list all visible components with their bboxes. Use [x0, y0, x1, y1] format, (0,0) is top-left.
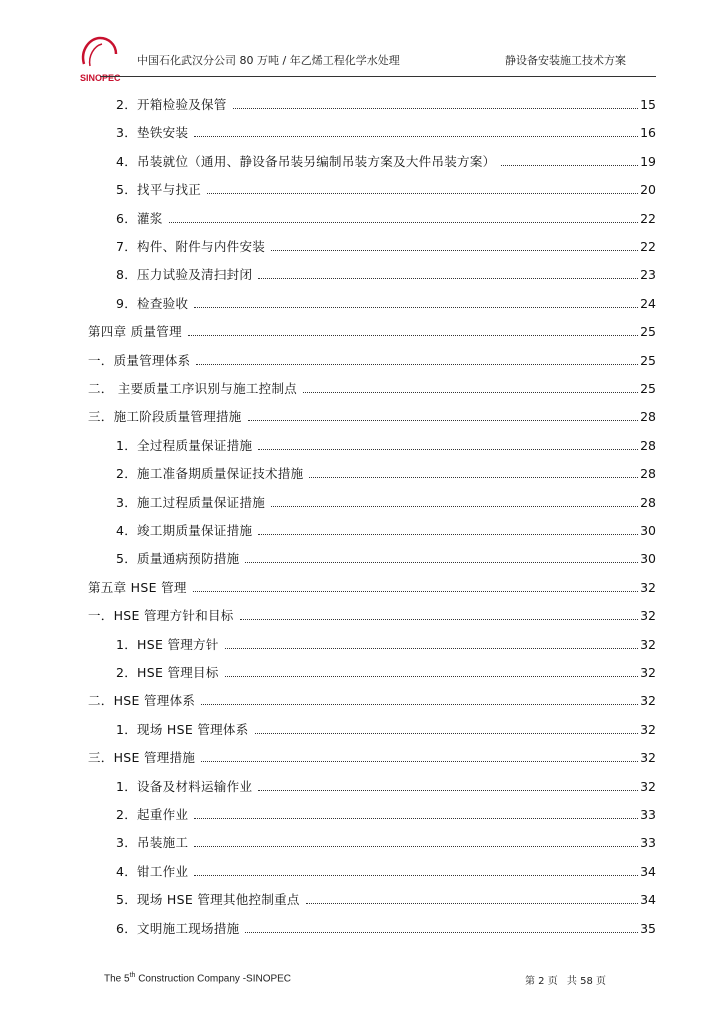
toc-entry-page: 23: [640, 267, 656, 283]
toc-dot-leader: [194, 875, 638, 876]
toc-entry: [116, 461, 656, 481]
toc-entry: [88, 745, 656, 765]
header-document-title: 静设备安装施工技术方案: [505, 54, 626, 67]
toc-entry-title: 5．找平与找正: [116, 182, 202, 198]
toc-dot-leader: [196, 364, 638, 365]
toc-entry-page: 34: [640, 892, 656, 908]
header-rule: [100, 76, 656, 77]
toc-entry-page: 32: [640, 693, 656, 709]
toc-entry-page: 32: [640, 778, 656, 794]
toc-entry-title: 二． 主要质量工序识别与施工控制点: [88, 381, 298, 396]
toc-entry-title: 9．检查验收: [116, 295, 189, 311]
toc-dot-leader: [255, 733, 639, 734]
footer-company: The 5th Construction Company -SINOPEC: [104, 972, 292, 985]
page-header: [0, 0, 725, 83]
toc-entry-page: 22: [640, 239, 656, 254]
toc-entry-title: 第五章 HSE 管理: [88, 579, 187, 595]
toc-dot-leader: [240, 619, 638, 620]
toc-entry-page: 15: [640, 97, 656, 112]
toc-dot-leader: [245, 932, 638, 933]
toc-entry-title: 5．质量通病预防措施: [116, 551, 240, 567]
toc-entry-page: 30: [640, 523, 656, 538]
toc-entry: [88, 688, 656, 708]
toc-entry-title: 3．垫铁安装: [116, 125, 189, 141]
toc-dot-leader: [225, 648, 638, 649]
toc-entry: [116, 433, 656, 453]
toc-entry: [116, 887, 656, 907]
toc-entry-page: 25: [640, 352, 656, 368]
toc-dot-leader: [233, 108, 638, 109]
toc-entry-page: 32: [640, 608, 656, 624]
toc-entry-title: 一．HSE 管理方针和目标: [88, 608, 234, 624]
toc-entry-page: 35: [640, 920, 656, 936]
toc-entry: [88, 319, 656, 339]
toc-dot-leader: [169, 222, 638, 223]
toc-entry-title: 2．起重作业: [116, 807, 189, 822]
toc-entry: [116, 546, 656, 566]
toc-entry-title: 三．施工阶段质量管理措施: [88, 409, 242, 425]
toc-entry-title: 3．吊装施工: [116, 835, 189, 851]
footer-total-pages: 共 58 页: [566, 976, 607, 987]
toc-entry-title: 1．设备及材料运输作业: [116, 778, 253, 794]
toc-dot-leader: [207, 193, 638, 194]
toc-entry: [116, 916, 656, 936]
toc-entry-page: 24: [640, 295, 656, 311]
toc-entry-page: 22: [640, 210, 656, 226]
header-company-project: 中国石化武汉分公司 80 万吨 / 年乙烯工程化学水处理: [137, 54, 400, 67]
toc-entry-title: 7．构件、附件与内件安装: [116, 239, 266, 254]
toc-entry: [88, 376, 656, 396]
toc-entry-page: 32: [640, 665, 656, 680]
toc-entry: [116, 234, 656, 254]
toc-entry-page: 32: [640, 721, 656, 737]
toc-entry-page: 32: [640, 579, 656, 595]
toc-entry-title: 6．灌浆: [116, 210, 163, 226]
toc-entry-page: 32: [640, 636, 656, 652]
toc-dot-leader: [193, 591, 638, 592]
toc-entry: [116, 830, 656, 850]
toc-entry: [116, 92, 656, 112]
toc-entry-title: 4．竣工期质量保证措施: [116, 523, 253, 538]
toc-entry-page: 20: [640, 182, 656, 198]
footer-page-info: [525, 972, 612, 987]
toc-dot-leader: [271, 250, 638, 251]
toc-entry-title: 二．HSE 管理体系: [88, 693, 196, 709]
toc-dot-leader: [188, 335, 638, 336]
toc-dot-leader: [194, 818, 638, 819]
toc-entry-page: 19: [640, 153, 656, 169]
toc-entry-title: 一．质量管理体系: [88, 352, 191, 368]
toc-dot-leader: [258, 278, 638, 279]
toc-dot-leader: [201, 704, 638, 705]
toc-entry-title: 1．全过程质量保证措施: [116, 437, 253, 453]
toc-dot-leader: [248, 420, 638, 421]
toc-entry-page: 16: [640, 125, 656, 141]
toc-entry-title: 8．压力试验及清扫封闭: [116, 267, 253, 283]
toc-entry: [88, 348, 656, 368]
toc-entry: [116, 149, 656, 169]
toc-dot-leader: [271, 506, 638, 507]
toc-entry-page: 32: [640, 750, 656, 766]
toc-dot-leader: [201, 761, 638, 762]
toc-dot-leader: [194, 136, 638, 137]
toc-dot-leader: [303, 392, 638, 393]
toc-dot-leader: [309, 477, 638, 478]
toc-entry-page: 33: [640, 835, 656, 851]
toc-entry-page: 28: [640, 494, 656, 510]
toc-entry-page: 25: [640, 324, 656, 340]
sinopec-logo: [78, 36, 122, 86]
svg-text:SINOPEC: SINOPEC: [80, 73, 121, 83]
toc-entry: [116, 120, 656, 140]
toc-entry: [116, 717, 656, 737]
toc-dot-leader: [258, 790, 638, 791]
toc-entry: [116, 859, 656, 879]
toc-dot-leader: [194, 846, 638, 847]
toc-entry: [116, 660, 656, 680]
toc-entry-title: 1．HSE 管理方针: [116, 636, 219, 652]
toc-entry: [116, 206, 656, 226]
toc-dot-leader: [245, 562, 638, 563]
toc-entry-title: 三．HSE 管理措施: [88, 750, 196, 766]
toc-entry-title: 5．现场 HSE 管理其他控制重点: [116, 892, 300, 908]
toc-entry: [116, 262, 656, 282]
toc-entry: [116, 177, 656, 197]
toc-entry-title: 3．施工过程质量保证措施: [116, 494, 266, 510]
footer-page-number: 第 2 页: [525, 976, 558, 987]
toc-entry-title: 第四章 质量管理: [88, 324, 182, 340]
toc-dot-leader: [258, 534, 638, 535]
toc-entry: [116, 518, 656, 538]
toc-entry-title: 4．吊装就位（通用、静设备吊装另编制吊装方案及大件吊装方案）: [116, 153, 496, 169]
toc-dot-leader: [306, 903, 638, 904]
toc-entry-page: 28: [640, 466, 656, 482]
toc-entry: [116, 490, 656, 510]
toc-entry: [88, 603, 656, 623]
toc-dot-leader: [194, 307, 638, 308]
toc-entry-page: 34: [640, 863, 656, 879]
toc-entry-title: 2．HSE 管理目标: [116, 665, 219, 680]
toc-entry-title: 2．开箱检验及保管: [116, 97, 227, 112]
toc-entry-page: 28: [640, 409, 656, 425]
toc-entry-page: 33: [640, 807, 656, 822]
toc-entry: [116, 291, 656, 311]
toc-dot-leader: [225, 676, 638, 677]
toc-entry: [88, 575, 656, 595]
toc-entry: [88, 404, 656, 424]
toc-entry: [116, 632, 656, 652]
toc-entry-title: 6．文明施工现场措施: [116, 920, 240, 936]
toc-entry: [116, 802, 656, 822]
toc-entry-page: 25: [640, 381, 656, 396]
toc-entry-page: 30: [640, 551, 656, 567]
toc-entry-title: 1．现场 HSE 管理体系: [116, 721, 249, 737]
toc-entry-page: 28: [640, 437, 656, 453]
toc-dot-leader: [258, 449, 638, 450]
toc-entry-title: 4．钳工作业: [116, 863, 189, 879]
toc-entry: [116, 774, 656, 794]
toc-entry-title: 2．施工准备期质量保证技术措施: [116, 466, 304, 482]
toc-dot-leader: [501, 165, 638, 166]
